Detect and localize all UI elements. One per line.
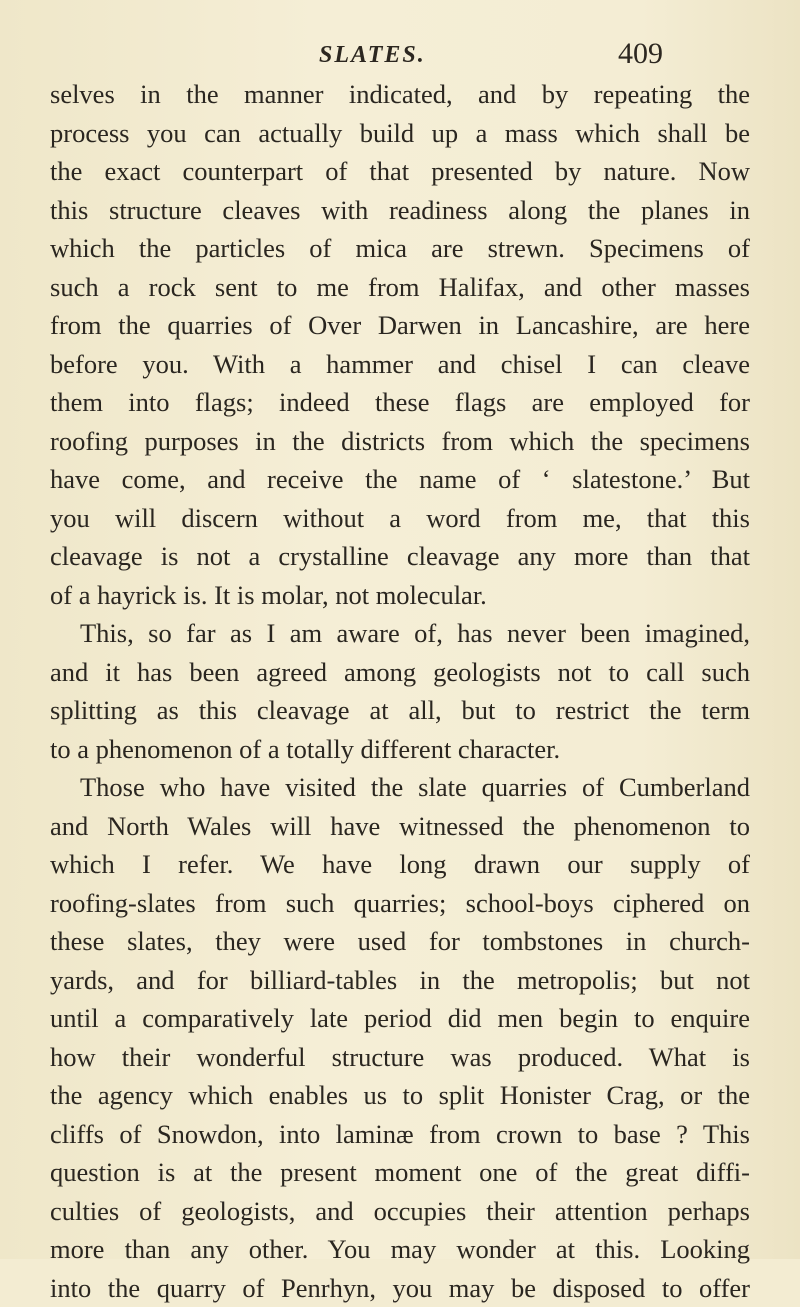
- text-line: question is at the present moment one of the great diffi-: [50, 1153, 750, 1192]
- page-number: 409: [618, 37, 663, 71]
- text-line: more than any other. You may wonder at this. Looking: [50, 1230, 750, 1269]
- text-line: Those who have visited the slate quarries of Cumberland: [50, 768, 750, 807]
- text-line: this structure cleaves with readiness along the planes in: [50, 191, 750, 230]
- text-line: these slates, they were used for tombstones in church-: [50, 922, 750, 961]
- text-line: culties of geologists, and occupies their attention perhaps: [50, 1192, 750, 1231]
- text-line: and it has been agreed among geologists not to call such: [50, 653, 750, 692]
- text-line: the agency which enables us to split Honister Crag, or the: [50, 1076, 750, 1115]
- text-line: until a comparatively late period did men begin to enquire: [50, 999, 750, 1038]
- text-line: have come, and receive the name of ‘ slatestone.’ But: [50, 460, 750, 499]
- text-line: such a rock sent to me from Halifax, and other masses: [50, 268, 750, 307]
- text-line: selves in the manner indicated, and by repeating the: [50, 75, 750, 114]
- text-line: of a hayrick is. It is molar, not molecular.: [50, 576, 750, 615]
- text-line: to a phenomenon of a totally different character.: [50, 730, 750, 769]
- body-text: [50, 75, 750, 1307]
- text-line: into the quarry of Penrhyn, you may be disposed to offer: [50, 1269, 750, 1307]
- text-line: roofing-slates from such quarries; school-boys ciphered on: [50, 884, 750, 923]
- text-line: splitting as this cleavage at all, but to restrict the term: [50, 691, 750, 730]
- text-line: which I refer. We have long drawn our supply of: [50, 845, 750, 884]
- text-line: them into flags; indeed these flags are employed for: [50, 383, 750, 422]
- text-line: cleavage is not a crystalline cleavage any more than that: [50, 537, 750, 576]
- text-line: which the particles of mica are strewn. Specimens of: [50, 229, 750, 268]
- text-line: yards, and for billiard-tables in the metropolis; but not: [50, 961, 750, 1000]
- running-head-title: SLATES.: [319, 42, 426, 69]
- text-line: from the quarries of Over Darwen in Lancashire, are here: [50, 306, 750, 345]
- text-line: the exact counterpart of that presented by nature. Now: [50, 152, 750, 191]
- text-line: cliffs of Snowdon, into laminæ from crown to base ? This: [50, 1115, 750, 1154]
- text-line: process you can actually build up a mass which shall be: [50, 114, 750, 153]
- text-line: before you. With a hammer and chisel I can cleave: [50, 345, 750, 384]
- text-line: This, so far as I am aware of, has never been imagined,: [50, 614, 750, 653]
- text-line: how their wonderful structure was produced. What is: [50, 1038, 750, 1077]
- text-line: and North Wales will have witnessed the phenomenon to: [50, 807, 750, 846]
- text-line: you will discern without a word from me, that this: [50, 499, 750, 538]
- text-line: roofing purposes in the districts from which the specimens: [50, 422, 750, 461]
